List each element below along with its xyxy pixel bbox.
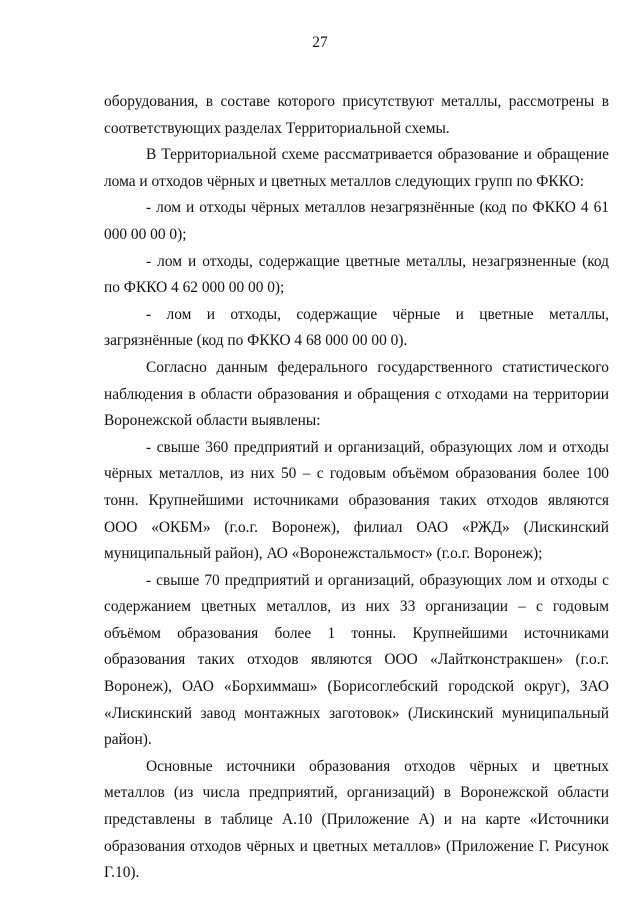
list-item-nonferrous: - лом и отходы, содержащие цветные металлы, незагрязненные (код по ФККО 4 62 000 00 00 0);	[104, 252, 609, 297]
list-item-nonferrous-producers: - свыше 70 предприятий и организаций, образующих лом и отходы с содержанием цветных металлов, из них 33 организации – с годовым объёмом образования более 1 тонны. Крупнейшими источниками образования таких отходов являются ООО «Лайтконстракшен» (г.о.г. Воронеж), ОАО «Борхиммаш» (Борисоглебский городской округ), ЗАО «Лискинский завод монтажных заготовок» (Лискинский муниципальный район).	[104, 571, 609, 749]
paragraph-statistics: Согласно данным федерального государственного статистического наблюдения в области образования и обращения с отходами на территории Воронежской области выявлены:	[104, 358, 609, 430]
list-item-ferrous: - лом и отходы чёрных металлов незагрязнённые (код по ФККО 4 61 000 00 00 0);	[104, 199, 609, 243]
list-item-ferrous-producers: - свыше 360 предприятий и организаций, образующих лом и отходы чёрных металлов, из них 50 – с годовым объёмом образования более 100 тонн. Крупнейшими источниками образования таких отходов являются ООО «ОКБМ» (г.о.г. Воронеж), филиал ОАО «РЖД» (Лискинский муниципальный район), АО «Воронежстальмост» (г.о.г. Воронеж);	[104, 438, 609, 563]
list-item-mixed-contaminated: - лом и отходы, содержащие чёрные и цветные металлы, загрязнённые (код по ФККО 4 68 000 00 00 0).	[104, 305, 609, 350]
page-number: 27	[312, 34, 328, 51]
paragraph-sources-reference: Основные источники образования отходов чёрных и цветных металлов (из числа предприятий, организаций) в Воронежской области представлены в таблице А.10 (Приложение А) и на карте «Источники образования отходов чёрных и цветных металлов» (Приложение Г. Рисунок Г.10).	[104, 757, 609, 882]
paragraph-continuation: оборудования, в составе которого присутствуют металлы, рассмотрены в соответствующих разделах Территориальной схемы.	[104, 93, 609, 137]
paragraph-scope: В Территориальной схеме рассматривается образование и обращение лома и отходов чёрных и цветных металлов следующих групп по ФККО:	[104, 146, 609, 190]
document-body	[104, 89, 609, 887]
